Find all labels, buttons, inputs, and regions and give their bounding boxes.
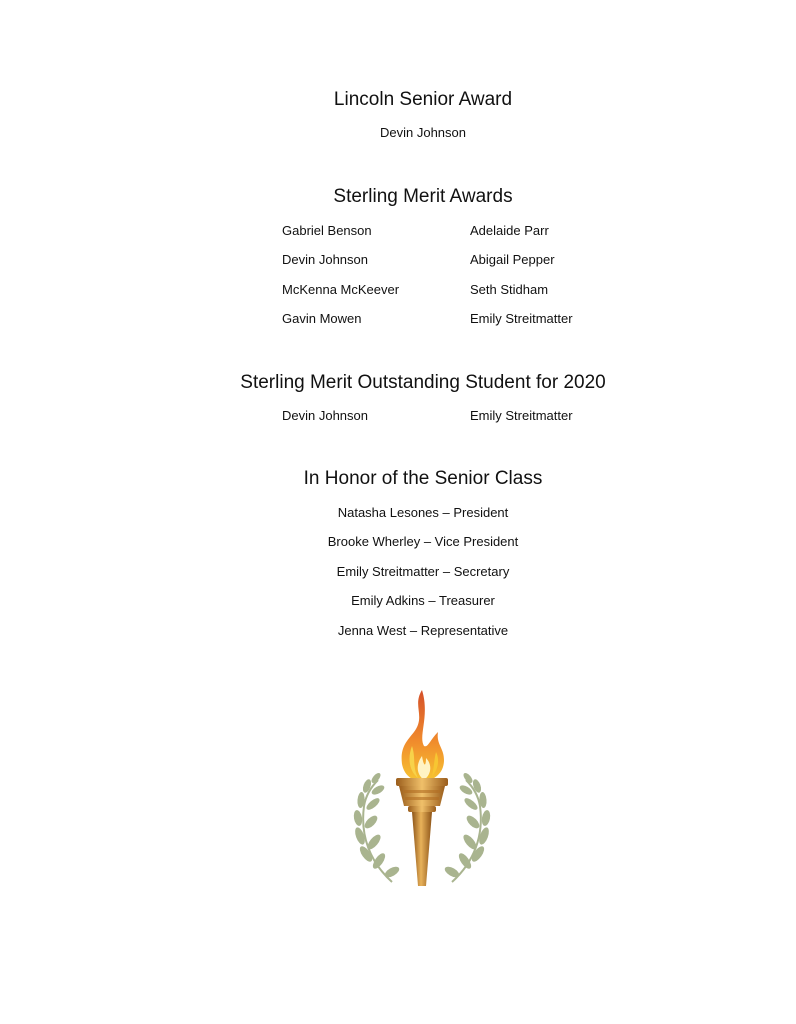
sterling-name: Adelaide Parr: [470, 223, 549, 238]
lincoln-award-heading: Lincoln Senior Award: [333, 89, 513, 110]
sterling-name: Gavin Mowen: [282, 311, 362, 326]
sterling-name: McKenna McKeever: [282, 282, 400, 297]
lincoln-award-recipient: Devin Johnson: [380, 125, 466, 140]
class-officer: Emily Adkins – Treasurer: [351, 593, 495, 608]
sterling-merit-heading: Sterling Merit Awards: [333, 186, 513, 207]
torch-handle: [412, 812, 432, 886]
laurel-right: [443, 771, 491, 882]
sterling-name: Abigail Pepper: [470, 252, 555, 267]
outstanding-name: Devin Johnson: [282, 408, 368, 423]
sterling-name: Emily Streitmatter: [470, 311, 573, 326]
sterling-name: Seth Stidham: [470, 282, 549, 297]
class-officer: Jenna West – Representative: [337, 623, 509, 638]
senior-class-heading: In Honor of the Senior Class: [303, 468, 543, 489]
sterling-name: Gabriel Benson: [282, 223, 372, 238]
laurel-left: [353, 771, 401, 882]
outstanding-student-heading: Sterling Merit Outstanding Student for 2020: [240, 372, 606, 393]
class-officer: Natasha Lesones – President: [337, 505, 509, 520]
class-officer: Brooke Wherley – Vice President: [327, 534, 519, 549]
class-officer: Emily Streitmatter – Secretary: [336, 564, 510, 579]
torch-cup: [396, 778, 448, 812]
sterling-name: Devin Johnson: [282, 252, 368, 267]
outstanding-name: Emily Streitmatter: [470, 408, 573, 423]
flame: [402, 690, 444, 782]
torch-laurel-icon: [352, 686, 492, 892]
